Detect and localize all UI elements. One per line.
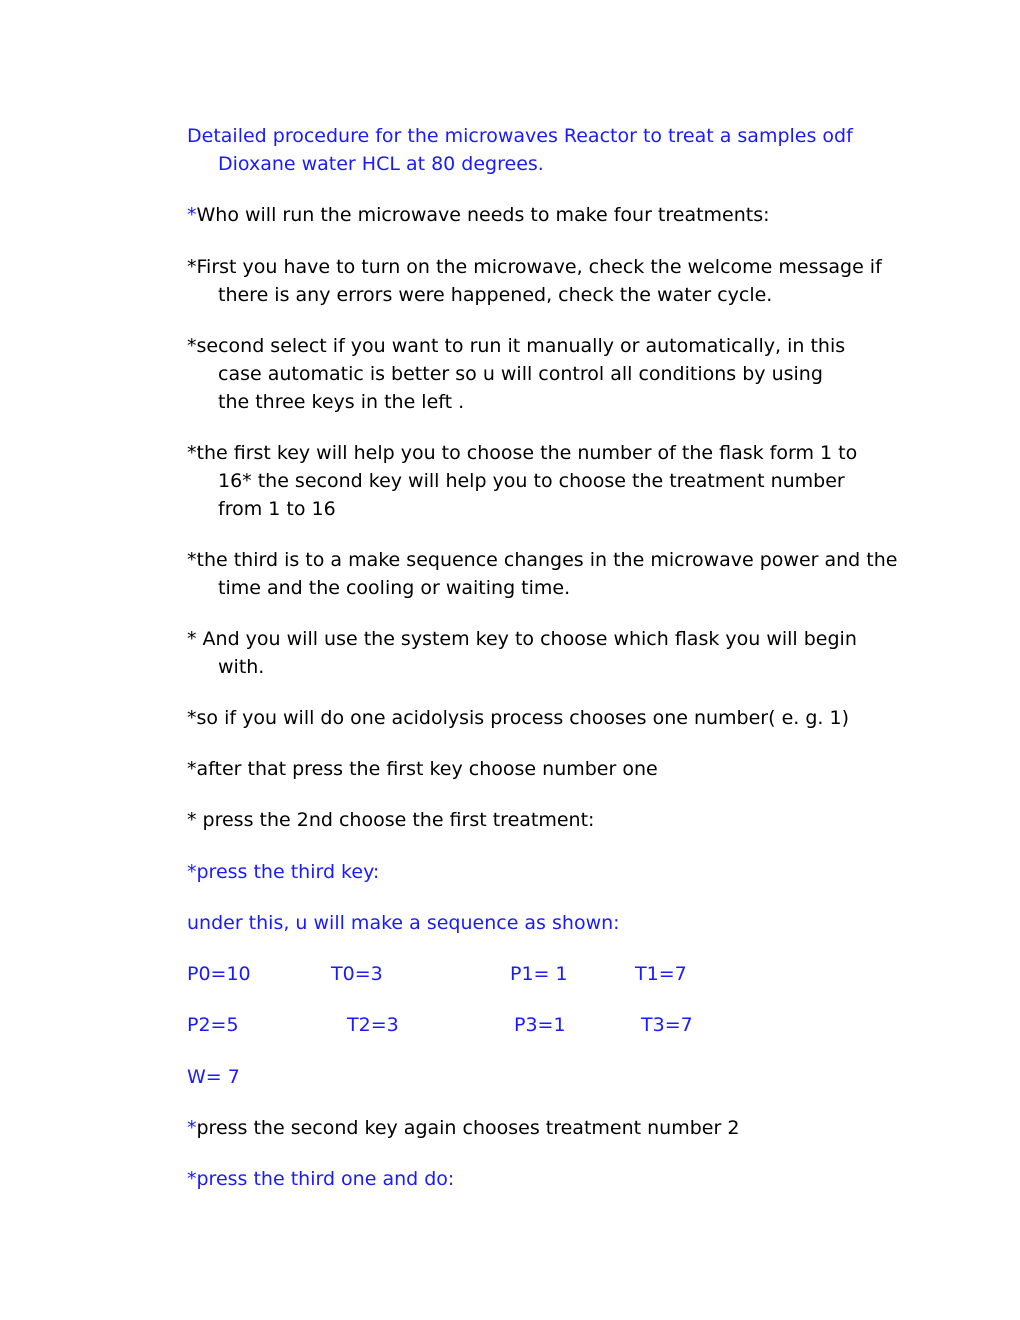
paragraph-sequence-intro [187,909,887,937]
sequence-value: P0=10 [187,963,251,985]
paragraph-line: *First you have to turn on the microwave, check the welcome message if [187,256,882,278]
paragraph-line: with. [218,656,265,678]
sequence-value: P3=1 [514,1014,566,1036]
paragraph-first-key [187,755,887,783]
paragraph-second-key [187,806,887,834]
sequence-value: T0=3 [331,963,383,985]
paragraph-press-third-key [187,858,887,886]
paragraph-line: *the first key will help you to choose the number of the flask form 1 to [187,442,858,464]
paragraph-treatment-two [187,1114,887,1142]
paragraph-line: *second select if you want to run it manually or automatically, in this [187,335,846,357]
paragraph-line: *press the third one and do: [187,1168,455,1190]
paragraph-turn-on [187,253,887,309]
paragraph-select-mode [187,332,887,416]
paragraph-line: there is any errors were happened, check the water cycle. [218,284,773,306]
paragraph-third-key [187,546,898,602]
paragraph-text: press the second key again chooses treatment number 2 [196,1117,740,1139]
title-line-2: Dioxane water HCL at 80 degrees. [218,153,544,175]
sequence-value: T3=7 [641,1014,693,1036]
paragraph-line: * press the 2nd choose the first treatment: [187,809,595,831]
paragraph-line: 16* the second key will help you to choose the treatment number [218,470,845,492]
sequence-value: T1=7 [635,963,687,985]
paragraph-line: *so if you will do one acidolysis process chooses one number( e. g. 1) [187,707,849,729]
paragraph-treatments-intro [187,201,887,229]
paragraph-press-third-again [187,1165,887,1193]
paragraph-line: time and the cooling or waiting time. [218,577,571,599]
paragraph-line: case automatic is better so u will control all conditions by using [218,363,823,385]
bullet-marker: * [187,1117,197,1139]
sequence-value: P2=5 [187,1014,239,1036]
paragraph-line: *after that press the first key choose number one [187,758,658,780]
paragraph-acidolysis [187,704,887,732]
bullet-marker: * [187,204,197,226]
paragraph-line: under this, u will make a sequence as shown: [187,912,620,934]
sequence-value: T2=3 [347,1014,399,1036]
paragraph-line: from 1 to 16 [218,498,336,520]
paragraph-text: Who will run the microwave needs to make four treatments: [196,204,770,226]
paragraph-line: the three keys in the left . [218,391,465,413]
sequence-value: P1= 1 [510,963,568,985]
title-line-1: Detailed procedure for the microwaves Reactor to treat a samples odf [187,125,853,147]
paragraph-system-key [187,625,887,681]
paragraph-line: *the third is to a make sequence changes in the microwave power and the [187,549,898,571]
paragraph-line: * And you will use the system key to choose which flask you will begin [187,628,857,650]
sequence-wait-value: W= 7 [187,1066,240,1088]
paragraph-line: *press the third key: [187,861,380,883]
document-title [187,122,887,178]
paragraph-keys [187,439,887,523]
